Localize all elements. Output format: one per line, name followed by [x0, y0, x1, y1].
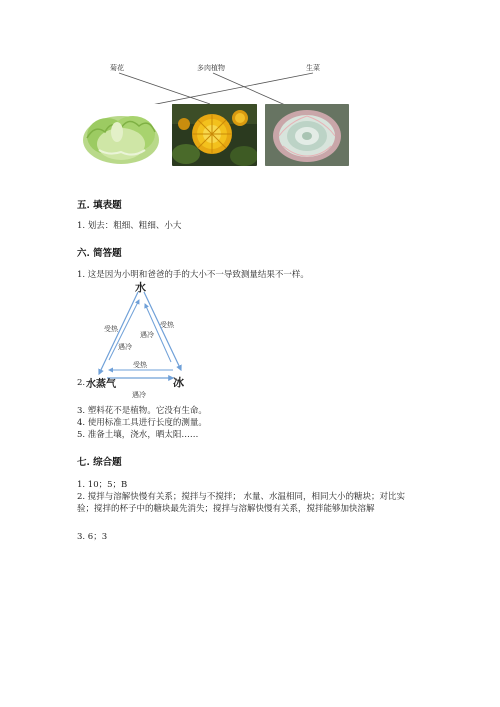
section6-q2-number: 2.: [77, 378, 86, 388]
section5-heading: 五. 填表题: [77, 200, 122, 211]
diagram-heat-right: 受热: [160, 321, 174, 329]
section7-heading: 七. 综合题: [77, 457, 122, 468]
label-succulent: 多肉植物: [197, 64, 225, 72]
section6-q1: 1. 这是因为小明和爸爸的手的大小不一导致测量结果不一样。: [77, 270, 309, 280]
section6-heading: 六. 简答题: [77, 248, 122, 259]
diagram-cool-mid: 遇冷: [140, 331, 154, 339]
section6-q5: 5. 准备土壤，浇水，晒太阳……: [77, 430, 199, 440]
matching-lines: [0, 0, 500, 120]
label-chrysanthemum: 菊花: [110, 64, 124, 72]
section7-q3: 3. 6；3: [77, 532, 108, 542]
diagram-vapor: 水蒸气: [86, 379, 116, 390]
diagram-heat-bottom: 受热: [133, 361, 147, 369]
section7-q2: 2. 搅拌与溶解快慢有关系；搅拌与不搅拌； 水量、水温相同，相同大小的糖块；对比实验；搅拌的杯子中的糖块最先消失；搅拌与溶解快慢有关系，搅拌能够加快溶解: [77, 492, 406, 514]
lettuce-image: [77, 104, 163, 166]
succulent-image: [265, 104, 349, 166]
chrysanthemum-image: [172, 104, 257, 166]
section7-q1: 1. 10；5；B: [77, 480, 128, 490]
label-lettuce: 生菜: [306, 64, 320, 72]
diagram-cool-left: 遇冷: [118, 343, 132, 351]
diagram-ice: 冰: [173, 376, 184, 389]
section6-q3: 3. 塑料花不是植物。它没有生命。: [77, 406, 207, 416]
diagram-water: 水: [135, 281, 146, 294]
section6-q4: 4. 使用标准工具进行长度的测量。: [77, 418, 207, 428]
diagram-cool-bottom: 遇冷: [132, 391, 146, 399]
section5-answer: 1. 划去：粗细、粗细、小大: [77, 221, 182, 231]
diagram-heat-left: 受热: [104, 325, 118, 333]
